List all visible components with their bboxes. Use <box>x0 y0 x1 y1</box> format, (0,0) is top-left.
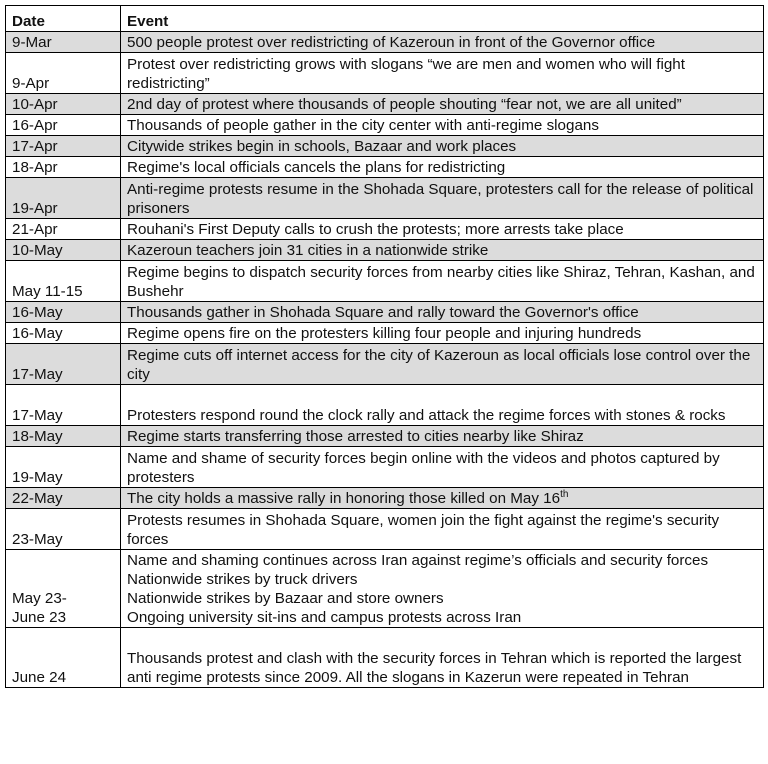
row-event-superscript: th <box>560 488 569 500</box>
row-date: 18-Apr <box>6 157 121 178</box>
row-event-text: Regime opens fire on the protesters killing four people and injuring hundreds <box>127 325 642 342</box>
table-row <box>6 426 764 447</box>
row-event <box>121 488 764 509</box>
row-event <box>121 261 764 302</box>
row-event-text: Name and shame of security forces begin online with the videos and photos captured by protesters <box>127 450 720 486</box>
row-event-text: 500 people protest over redistricting of Kazeroun in front of the Governor office <box>127 34 656 51</box>
table-row <box>6 115 764 136</box>
row-date: 9-Mar <box>6 32 121 53</box>
row-date: 22-May <box>6 488 121 509</box>
table-row <box>6 323 764 344</box>
row-event-text: Thousands of people gather in the city center with anti-regime slogans <box>127 117 599 134</box>
table-row <box>6 32 764 53</box>
row-event <box>121 550 764 628</box>
table-row <box>6 385 764 426</box>
row-event <box>121 628 764 688</box>
row-date: 21-Apr <box>6 219 121 240</box>
row-event-text: Rouhani's First Deputy calls to crush the protests; more arrests take place <box>127 221 624 238</box>
row-event <box>121 136 764 157</box>
row-event <box>121 447 764 488</box>
row-event <box>121 509 764 550</box>
row-event <box>121 115 764 136</box>
row-date: 18-May <box>6 426 121 447</box>
table-row <box>6 550 764 628</box>
table-row <box>6 261 764 302</box>
row-date: 19-Apr <box>6 178 121 219</box>
row-date: 10-May <box>6 240 121 261</box>
row-event-text: Thousands gather in Shohada Square and rally toward the Governor's office <box>127 304 639 321</box>
row-event-text: Protesters respond round the clock rally and attack the regime forces with stones & rocks <box>127 407 726 424</box>
row-event <box>121 53 764 94</box>
table-row <box>6 94 764 115</box>
row-date: 16-May <box>6 302 121 323</box>
row-event-text: Name and shaming continues across Iran against regime’s officials and security forces Nationwide strikes by truck drivers Nationwide strikes by Bazaar and store owners Ongoing university sit-ins and campus protests across Iran <box>127 552 709 626</box>
timeline-document <box>5 5 763 688</box>
table-row <box>6 302 764 323</box>
row-event <box>121 302 764 323</box>
table-row <box>6 240 764 261</box>
row-event <box>121 323 764 344</box>
table-row <box>6 509 764 550</box>
table-row <box>6 628 764 688</box>
row-event <box>121 178 764 219</box>
row-event <box>121 426 764 447</box>
row-event <box>121 219 764 240</box>
table-row <box>6 447 764 488</box>
row-date: 17-Apr <box>6 136 121 157</box>
row-event <box>121 94 764 115</box>
row-event-text: Anti-regime protests resume in the Shohada Square, protesters call for the release of political prisoners <box>127 181 754 217</box>
table-header-row <box>6 6 764 32</box>
row-date: May 23- June 23 <box>6 550 121 628</box>
timeline-table <box>5 5 764 688</box>
row-date: 17-May <box>6 344 121 385</box>
row-event-text: Kazeroun teachers join 31 cities in a nationwide strike <box>127 242 489 259</box>
table-row <box>6 488 764 509</box>
table-row <box>6 178 764 219</box>
row-event-text: Citywide strikes begin in schools, Bazaar and work places <box>127 138 517 155</box>
row-date: 19-May <box>6 447 121 488</box>
table-row <box>6 157 764 178</box>
row-event <box>121 385 764 426</box>
row-date: May 11-15 <box>6 261 121 302</box>
row-event-text: Regime begins to dispatch security forces from nearby cities like Shiraz, Tehran, Kashan, and Bushehr <box>127 264 755 300</box>
row-date: 9-Apr <box>6 53 121 94</box>
row-date: 17-May <box>6 385 121 426</box>
table-row <box>6 136 764 157</box>
row-event-text: Regime's local officials cancels the plans for redistricting <box>127 159 506 176</box>
table-row <box>6 344 764 385</box>
row-date: 16-Apr <box>6 115 121 136</box>
row-event-text: Protest over redistricting grows with slogans “we are men and women who will fight redistricting” <box>127 56 685 92</box>
row-date: 10-Apr <box>6 94 121 115</box>
row-event-text: The city holds a massive rally in honoring those killed on May 16 <box>127 490 561 507</box>
column-header-date: Date <box>6 6 121 32</box>
row-event-text: 2nd day of protest where thousands of people shouting “fear not, we are all united” <box>127 96 682 113</box>
column-header-event: Event <box>121 6 764 32</box>
table-row <box>6 53 764 94</box>
row-event <box>121 157 764 178</box>
row-event-text: Protests resumes in Shohada Square, women join the fight against the regime's security forces <box>127 512 720 548</box>
table-body <box>6 32 764 688</box>
row-event-text: Regime starts transferring those arrested to cities nearby like Shiraz <box>127 428 584 445</box>
row-date: 16-May <box>6 323 121 344</box>
row-event-text: Regime cuts off internet access for the city of Kazeroun as local officials lose control over the city <box>127 347 751 383</box>
table-row <box>6 219 764 240</box>
row-date: 23-May <box>6 509 121 550</box>
row-date: June 24 <box>6 628 121 688</box>
row-event <box>121 32 764 53</box>
row-event <box>121 344 764 385</box>
row-event-text: Thousands protest and clash with the security forces in Tehran which is reported the largest anti regime protests since 2009. All the slogans in Kazerun were repeated in Tehran <box>127 650 742 686</box>
row-event <box>121 240 764 261</box>
